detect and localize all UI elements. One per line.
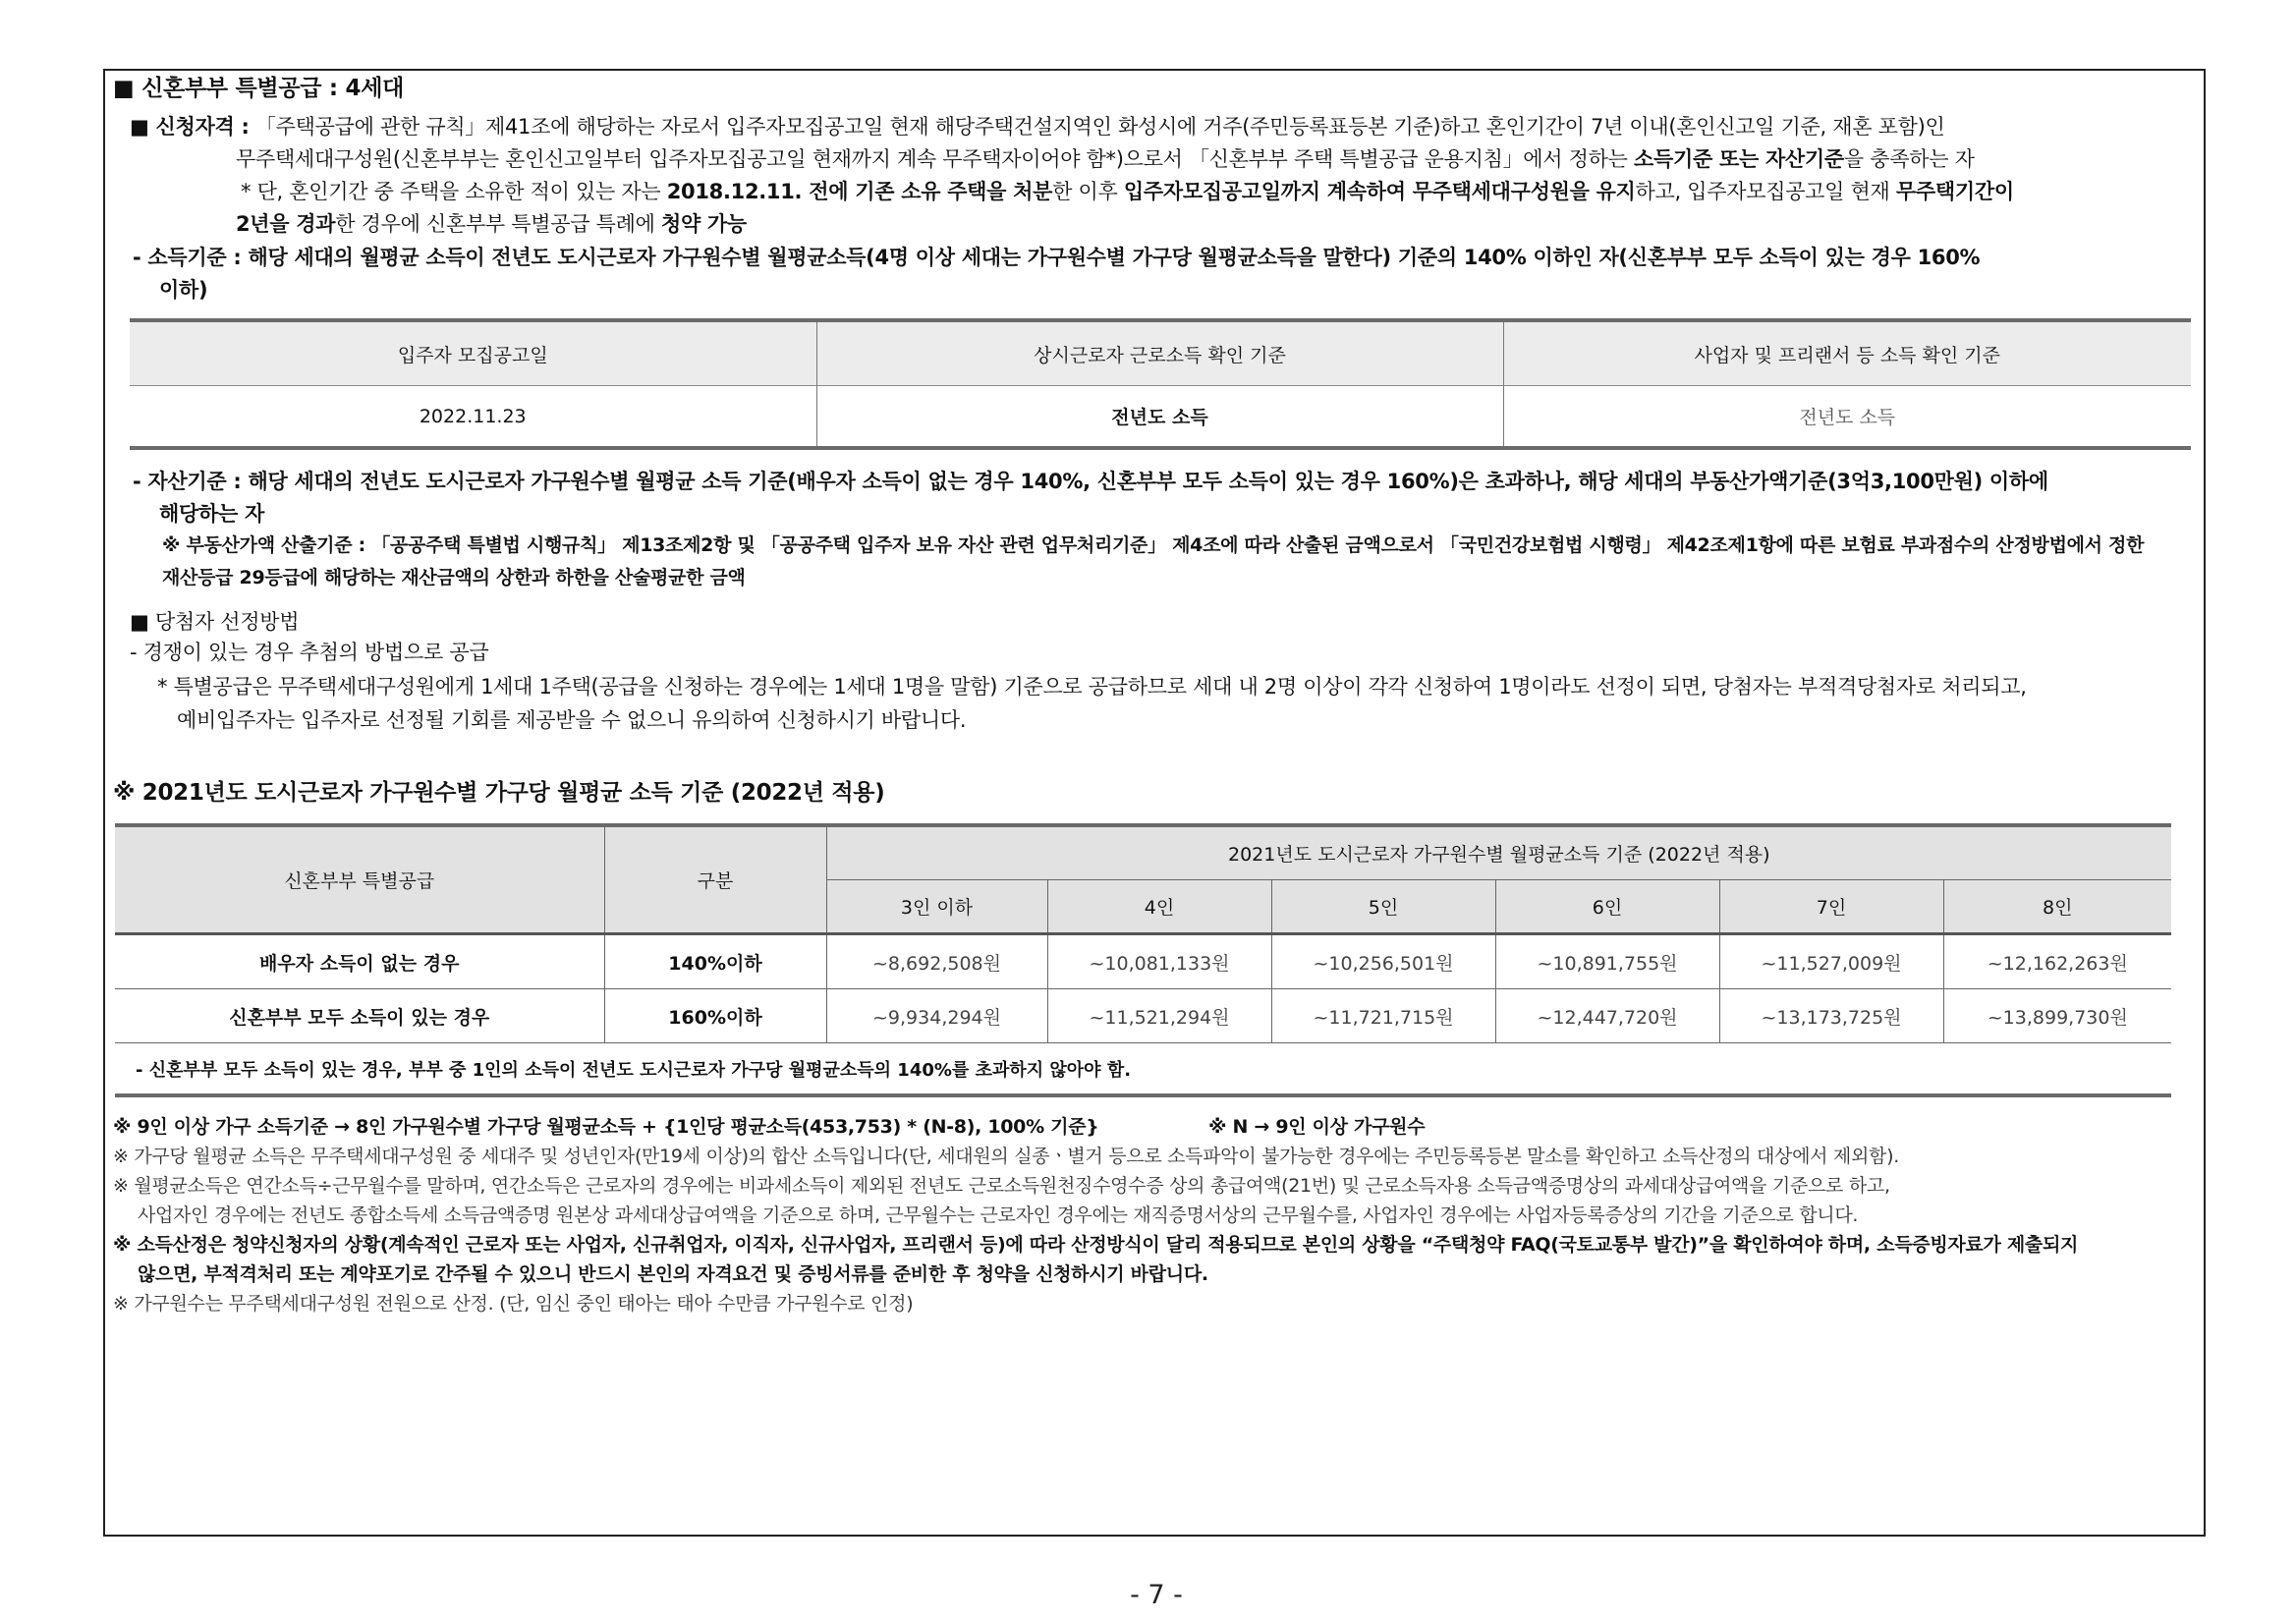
note-emphasis: 무주택기간이 (1895, 180, 2014, 203)
asset-criteria-line-1: - 자산기준 : 해당 세대의 전년도 도시근로자 가구원수별 월평균 소득 기준(배우자 소득이 없는 경우 140%, 신혼부부 모두 소득이 있는 경우 160%)은 초과하나, 해당 세대의 부동산가액기준(3억3,100만원) 이하에 (133, 470, 2048, 493)
footnote-line: ※ 소득산정은 청약신청자의 상황(계속적인 근로자 또는 사업자, 신규취업자, 이직자, 신규사업자, 프리랜서 등)에 따라 산정방식이 달리 적용되므로 본인의 상황을 “주택청약 FAQ(국토교통부 발간)”을 확인하여야 하며, 소득증빙자료가 제출되지 (113, 1234, 2079, 1256)
footnote-nine-plus: ※ 9인 이상 가구 소득기준 → 8인 가구원수별 가구당 월평균소득 + {1인당 평균소득(453,753) * (N-8), 100% 기준} (113, 1116, 1099, 1138)
eligibility-text: 무주택세대구성원(신혼부부는 혼인신고일부터 입주자모집공고일 현재까지 계속 무주택자이어야 함*)으로서 「신혼부부 주택 특별공급 운용지침」에서 정하는 (236, 147, 1634, 171)
income-value-cell: ~12,447,720원 (1495, 989, 1719, 1043)
footnote-line: ※ 가구당 월평균 소득은 무주택세대구성원 중 세대주 및 성년인자(만19세 이상)의 합산 소득입니다(단, 세대원의 실종ㆍ별거 등으로 소득파악이 불가능한 경우에는 주민등록등본 말소를 확인하고 소득산정의 대상에서 제외함). (113, 1146, 1899, 1167)
income-criteria-line-2: 이하) (159, 278, 208, 302)
eligibility-note-line-1 (241, 177, 2014, 206)
income-value-cell: ~11,521,294원 (1047, 989, 1271, 1043)
asset-note-line-1: ※ 부동산가액 산출기준 : 「공공주택 특별법 시행규칙」 제13조제2항 및 「공공주택 입주자 보유 자산 관련 업무처리기준」 제4조에 따라 산출된 금액으로서 「국민건강보험법 시행령」 제42조제1항에 따른 보험료 부과점수의 산정방법에서 정한 (162, 534, 2145, 556)
income-value-cell: ~10,081,133원 (1047, 934, 1271, 989)
table-note-row (115, 1043, 2171, 1096)
footnote-n-definition: ※ N → 9인 이상 가구원수 (1208, 1116, 1426, 1138)
eligibility-text: 을 충족하는 자 (1843, 147, 1975, 171)
asset-note-line-2: 재산등급 29등급에 해당하는 재산금액의 상한과 하한을 산술평균한 금액 (162, 567, 746, 588)
footnote-line: 사업자인 경우에는 전년도 종합소득세 소득금액증명 원본상 과세대상급여액을 기준으로 하며, 근무월수는 근로자인 경우에는 재직증명서상의 근무월수를, 사업자인 경우에는 사업자등록증상의 기간을 기준으로 합니다. (138, 1204, 1859, 1226)
header-employee-income: 상시근로자 근로소득 확인 기준 (816, 320, 1503, 386)
header-supply-type: 신혼부부 특별공급 (115, 825, 604, 934)
footnote-line: ※ 가구원수는 무주택세대구성원 전원으로 산정. (단, 임신 중인 태아는 태아 수만큼 가구원수로 인정) (113, 1293, 914, 1315)
section-title: ■ 신혼부부 특별공급 : 4세대 (113, 76, 405, 101)
table-header-row (115, 825, 2171, 880)
note-emphasis: 2018.12.11. 전에 기존 소유 주택을 처분 (666, 180, 1053, 203)
note-emphasis: 입주자모집공고일까지 계속하여 무주택세대구성원을 유지 (1123, 180, 1636, 203)
employee-income-cell: 전년도 소득 (816, 386, 1503, 449)
header-business-income: 사업자 및 프리랜서 등 소득 확인 기준 (1503, 320, 2191, 386)
eligibility-emphasis: 소득기준 또는 자산기준 (1634, 147, 1844, 171)
eligibility-line-2 (236, 144, 1975, 174)
row-ratio-cell: 140%이하 (604, 934, 826, 989)
footnote-line: ※ 월평균소득은 연간소득÷근무월수를 말하며, 연간소득은 근로자의 경우에는 비과세소득이 제외된 전년도 근로소득원천징수영수증 상의 총급여액(21번) 및 근로소득자용 소득금액증명상의 과세대상급여액을 기준으로 하고, (113, 1175, 1890, 1197)
table-row (115, 934, 2171, 989)
header-household-size: 8인 (1943, 880, 2171, 934)
header-household-size: 3인 이하 (826, 880, 1047, 934)
income-value-cell: ~10,891,755원 (1495, 934, 1719, 989)
eligibility-label: ■ 신청자격 : (130, 115, 250, 139)
note-text: * 단, 혼인기간 중 주택을 소유한 적이 있는 자는 (241, 180, 667, 203)
note-emphasis: 청약 가능 (660, 212, 747, 236)
income-value-cell: ~13,899,730원 (1943, 989, 2171, 1043)
header-announcement-date: 입주자 모집공고일 (130, 320, 816, 386)
note-emphasis: 2년을 경과 (236, 212, 336, 236)
header-household-size: 4인 (1047, 880, 1271, 934)
table-note: - 신혼부부 모두 소득이 있는 경우, 부부 중 1인의 소득이 전년도 도시근로자 가구당 월평균소득의 140%를 초과하지 않아야 함. (115, 1043, 2171, 1096)
header-household-size: 6인 (1495, 880, 1719, 934)
selection-line: * 특별공급은 무주택세대구성원에게 1세대 1주택(공급을 신청하는 경우에는 1세대 1명을 말함) 기준으로 공급하므로 세대 내 2명 이상이 각각 신청하여 1명이라도 선정이 되면, 당첨자는 부적격당첨자로 처리되고, (157, 675, 2027, 699)
note-text: 하고, 입주자모집공고일 현재 (1635, 180, 1896, 203)
document-frame (103, 69, 2206, 1537)
header-household-size: 5인 (1271, 880, 1495, 934)
eligibility-line-1 (130, 112, 1944, 141)
income-value-cell: ~10,256,501원 (1271, 934, 1495, 989)
note-text: 한 경우에 신혼부부 특별공급 특례에 (335, 212, 661, 236)
footnote-line: 않으면, 부적격처리 또는 계약포기로 간주될 수 있으니 반드시 본인의 자격요건 및 증빙서류를 준비한 후 청약을 신청하시기 바랍니다. (138, 1263, 1208, 1285)
income-value-cell: ~11,527,009원 (1719, 934, 1943, 989)
income-value-cell: ~13,173,725원 (1719, 989, 1943, 1043)
asset-criteria-line-2: 해당하는 자 (159, 502, 264, 526)
row-ratio-cell: 160%이하 (604, 989, 826, 1043)
income-value-cell: ~12,162,263원 (1943, 934, 2171, 989)
table-row (115, 989, 2171, 1043)
eligibility-text: 「주택공급에 관한 규칙」제41조에 해당하는 자로서 입주자모집공고일 현재 해당주택건설지역인 화성시에 거주(주민등록표등본 기준)하고 혼인기간이 7년 이내(혼인신고일 기준, 재혼 포함)인 (249, 115, 1945, 139)
income-value-cell: ~8,692,508원 (826, 934, 1047, 989)
income-value-cell: ~9,934,294원 (826, 989, 1047, 1043)
header-household-group: 2021년도 도시근로자 가구원수별 월평균소득 기준 (2022년 적용) (826, 825, 2171, 880)
table-row (130, 386, 2191, 449)
selection-title: ■ 당첨자 선정방법 (130, 610, 300, 634)
announcement-date-cell: 2022.11.23 (130, 386, 816, 449)
row-type-cell: 배우자 소득이 없는 경우 (115, 934, 604, 989)
income-standard-title: ※ 2021년도 도시근로자 가구원수별 가구당 월평균 소득 기준 (2022년 적용) (113, 780, 885, 806)
header-household-size: 7인 (1719, 880, 1943, 934)
business-income-cell: 전년도 소득 (1503, 386, 2191, 449)
income-value-cell: ~11,721,715원 (1271, 989, 1495, 1043)
selection-line: 예비입주자는 입주자로 선정될 기회를 제공받을 수 없으니 유의하여 신청하시기 바랍니다. (177, 708, 967, 732)
note-text: 한 이후 (1052, 180, 1124, 203)
income-standard-table (115, 823, 2171, 1097)
selection-line: - 경쟁이 있는 경우 추첨의 방법으로 공급 (130, 641, 489, 664)
page-number: - 7 - (1130, 1580, 1183, 1610)
income-criteria-line-1: - 소득기준 : 해당 세대의 월평균 소득이 전년도 도시근로자 가구원수별 월평균소득(4명 이상 세대는 가구원수별 가구당 월평균소득을 말한다) 기준의 140% 이하인 자(신혼부부 모두 소득이 있는 경우 160% (133, 246, 1981, 269)
header-division: 구분 (604, 825, 826, 934)
table-header-row (130, 320, 2191, 386)
eligibility-note-line-2 (236, 209, 747, 239)
income-verification-table (130, 318, 2191, 450)
row-type-cell: 신혼부부 모두 소득이 있는 경우 (115, 989, 604, 1043)
